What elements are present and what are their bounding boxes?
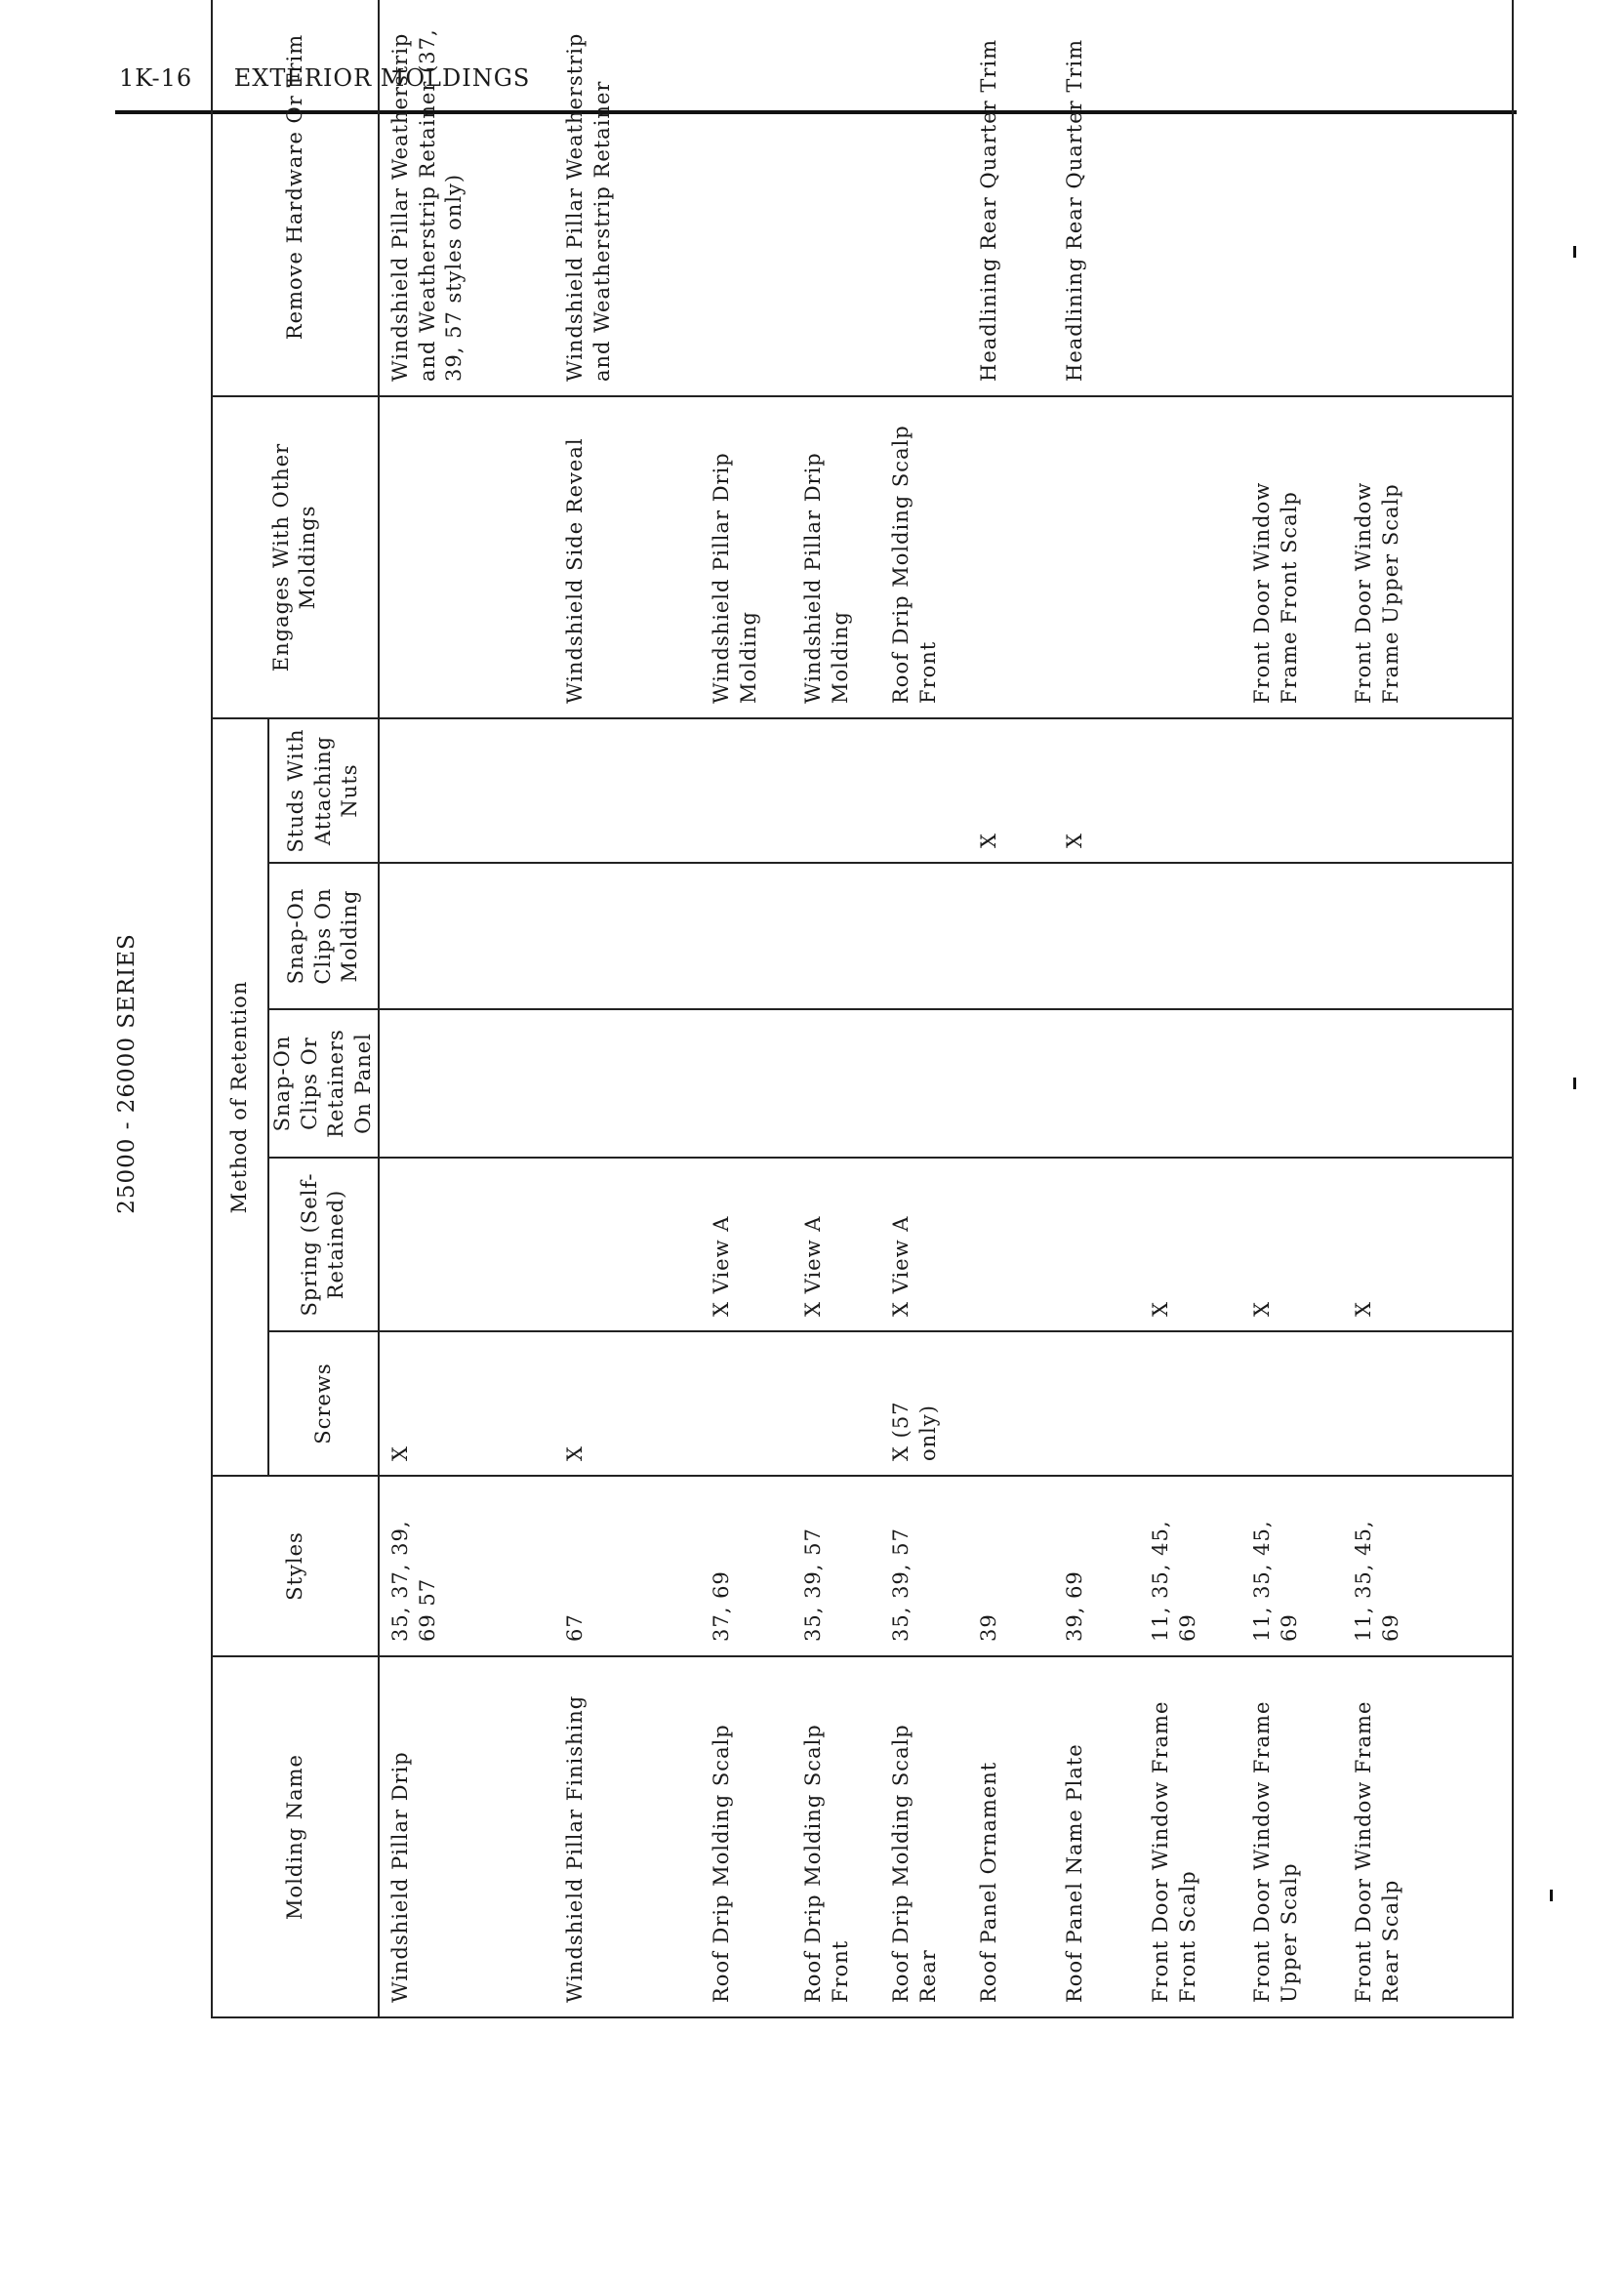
col-snap-molding: Snap-On Clips On Molding [268, 863, 379, 1009]
cell-spring: X [1343, 1158, 1513, 1331]
cell-molding-name: Roof Panel Name Plate [1054, 1656, 1140, 2017]
cell-screws [1343, 1331, 1513, 1476]
cell-styles: 39 [968, 1476, 1054, 1656]
cell-screws: X (57 only) [880, 1331, 968, 1476]
table-row [880, 0, 968, 2017]
cell-studs: X [968, 718, 1054, 863]
rotated-table-wrapper [211, 0, 1499, 2018]
cell-engages: Windshield Pillar Drip Molding [701, 396, 792, 718]
cell-screws [792, 1331, 880, 1476]
cell-snap-panel [1343, 1009, 1513, 1158]
cell-snap-molding [701, 863, 792, 1009]
cell-snap-panel [968, 1009, 1054, 1158]
cell-styles: 35, 39, 57 [792, 1476, 880, 1656]
cell-screws [1140, 1331, 1241, 1476]
col-spring: Spring (Self-Retained) [268, 1158, 379, 1331]
cell-molding-name: Front Door Window Frame Upper Scalp [1241, 1656, 1343, 2017]
cell-screws: X [379, 1331, 554, 1476]
cell-studs: X [1054, 718, 1140, 863]
cell-snap-panel [701, 1009, 792, 1158]
cell-snap-panel [1241, 1009, 1343, 1158]
cell-snap-panel [1140, 1009, 1241, 1158]
cell-snap-panel [792, 1009, 880, 1158]
col-method-of-retention: Method of Retention [212, 718, 268, 1476]
cell-spring: X [1140, 1158, 1241, 1331]
cell-spring: X [1241, 1158, 1343, 1331]
cell-styles: 11, 35, 45, 69 [1241, 1476, 1343, 1656]
cell-studs [880, 718, 968, 863]
cell-molding-name: Windshield Pillar Drip [379, 1656, 554, 2017]
cell-engages: Front Door Window Frame Front Scalp [1241, 396, 1343, 718]
cell-remove [701, 0, 792, 396]
cell-snap-panel [554, 1009, 701, 1158]
cell-snap-molding [379, 863, 554, 1009]
table-row [379, 0, 554, 2017]
cell-molding-name: Roof Drip Molding Scalp [701, 1656, 792, 2017]
margin-tick-mark [1573, 246, 1576, 258]
col-snap-panel: Snap-On Clips Or Retainers On Panel [268, 1009, 379, 1158]
cell-snap-panel [880, 1009, 968, 1158]
cell-styles: 39, 69 [1054, 1476, 1140, 1656]
cell-spring [1054, 1158, 1140, 1331]
cell-snap-molding [554, 863, 701, 1009]
series-label: 25000 - 26000 SERIES [114, 933, 140, 1214]
cell-spring: X View A [880, 1158, 968, 1331]
cell-engages: Front Door Window Frame Upper Scalp [1343, 396, 1513, 718]
cell-snap-molding [792, 863, 880, 1009]
table-row [1054, 0, 1140, 2017]
table-row [968, 0, 1054, 2017]
cell-studs [1343, 718, 1513, 863]
cell-molding-name: Roof Drip Molding Scalp Rear [880, 1656, 968, 2017]
cell-snap-molding [880, 863, 968, 1009]
cell-spring: X View A [792, 1158, 880, 1331]
cell-remove [1140, 0, 1241, 396]
cell-studs [701, 718, 792, 863]
cell-styles: 11, 35, 45, 69 [1343, 1476, 1513, 1656]
margin-tick-mark [1573, 1078, 1576, 1089]
cell-studs [379, 718, 554, 863]
col-styles: Styles [212, 1476, 379, 1656]
page-code: 1K-16 [119, 64, 193, 92]
cell-screws [1241, 1331, 1343, 1476]
cell-molding-name: Roof Panel Ornament [968, 1656, 1054, 2017]
cell-screws [1054, 1331, 1140, 1476]
table-row [1241, 0, 1343, 2017]
cell-remove [880, 0, 968, 396]
cell-styles: 11, 35, 45, 69 [1140, 1476, 1241, 1656]
cell-spring: X View A [701, 1158, 792, 1331]
cell-snap-molding [1054, 863, 1140, 1009]
col-molding-name: Molding Name [212, 1656, 379, 2017]
cell-molding-name: Roof Drip Molding Scalp Front [792, 1656, 880, 2017]
cell-studs [1140, 718, 1241, 863]
cell-snap-panel [1054, 1009, 1140, 1158]
table-row [554, 0, 701, 2017]
margin-tick-mark [1550, 1890, 1553, 1901]
table-row [701, 0, 792, 2017]
cell-snap-molding [968, 863, 1054, 1009]
cell-engages: Roof Drip Molding Scalp Front [880, 396, 968, 718]
col-engages: Engages With Other Moldings [212, 396, 379, 718]
cell-styles: 67 [554, 1476, 701, 1656]
cell-engages: Windshield Side Reveal [554, 396, 701, 718]
cell-remove: Headlining Rear Quarter Trim [1054, 0, 1140, 396]
table-row [1140, 0, 1241, 2017]
cell-snap-molding [1241, 863, 1343, 1009]
cell-screws [701, 1331, 792, 1476]
cell-remove: Headlining Rear Quarter Trim [968, 0, 1054, 396]
cell-engages [1054, 396, 1140, 718]
col-screws: Screws [268, 1331, 379, 1476]
cell-screws [968, 1331, 1054, 1476]
cell-engages: Windshield Pillar Drip Molding [792, 396, 880, 718]
cell-snap-molding [1343, 863, 1513, 1009]
cell-remove [1241, 0, 1343, 396]
col-remove: Remove Hardware Or Trim [212, 0, 379, 396]
cell-remove [792, 0, 880, 396]
cell-styles: 35, 39, 57 [880, 1476, 968, 1656]
cell-remove [1343, 0, 1513, 396]
table-row [1343, 0, 1513, 2017]
cell-snap-panel [379, 1009, 554, 1158]
cell-engages [379, 396, 554, 718]
cell-molding-name: Front Door Window Frame Rear Scalp [1343, 1656, 1513, 2017]
cell-spring [968, 1158, 1054, 1331]
cell-styles: 37, 69 [701, 1476, 792, 1656]
cell-spring [554, 1158, 701, 1331]
cell-molding-name: Windshield Pillar Finishing [554, 1656, 701, 2017]
table-row [792, 0, 880, 2017]
cell-screws: X [554, 1331, 701, 1476]
cell-molding-name: Front Door Window Frame Front Scalp [1140, 1656, 1241, 2017]
molding-table [211, 0, 1514, 2018]
cell-studs [792, 718, 880, 863]
cell-remove: Windshield Pillar Weatherstrip and Weatherstrip Retainer (37, 39, 57 styles only) [379, 0, 554, 396]
cell-engages [1140, 396, 1241, 718]
section-title: EXTERIOR MOLDINGS [233, 64, 531, 92]
cell-studs [1241, 718, 1343, 863]
cell-engages [968, 396, 1054, 718]
cell-studs [554, 718, 701, 863]
col-studs: Studs With Attaching Nuts [268, 718, 379, 863]
cell-styles: 35, 37, 39, 69 57 [379, 1476, 554, 1656]
cell-snap-molding [1140, 863, 1241, 1009]
cell-spring [379, 1158, 554, 1331]
cell-remove: Windshield Pillar Weatherstrip and Weatherstrip Retainer [554, 0, 701, 396]
